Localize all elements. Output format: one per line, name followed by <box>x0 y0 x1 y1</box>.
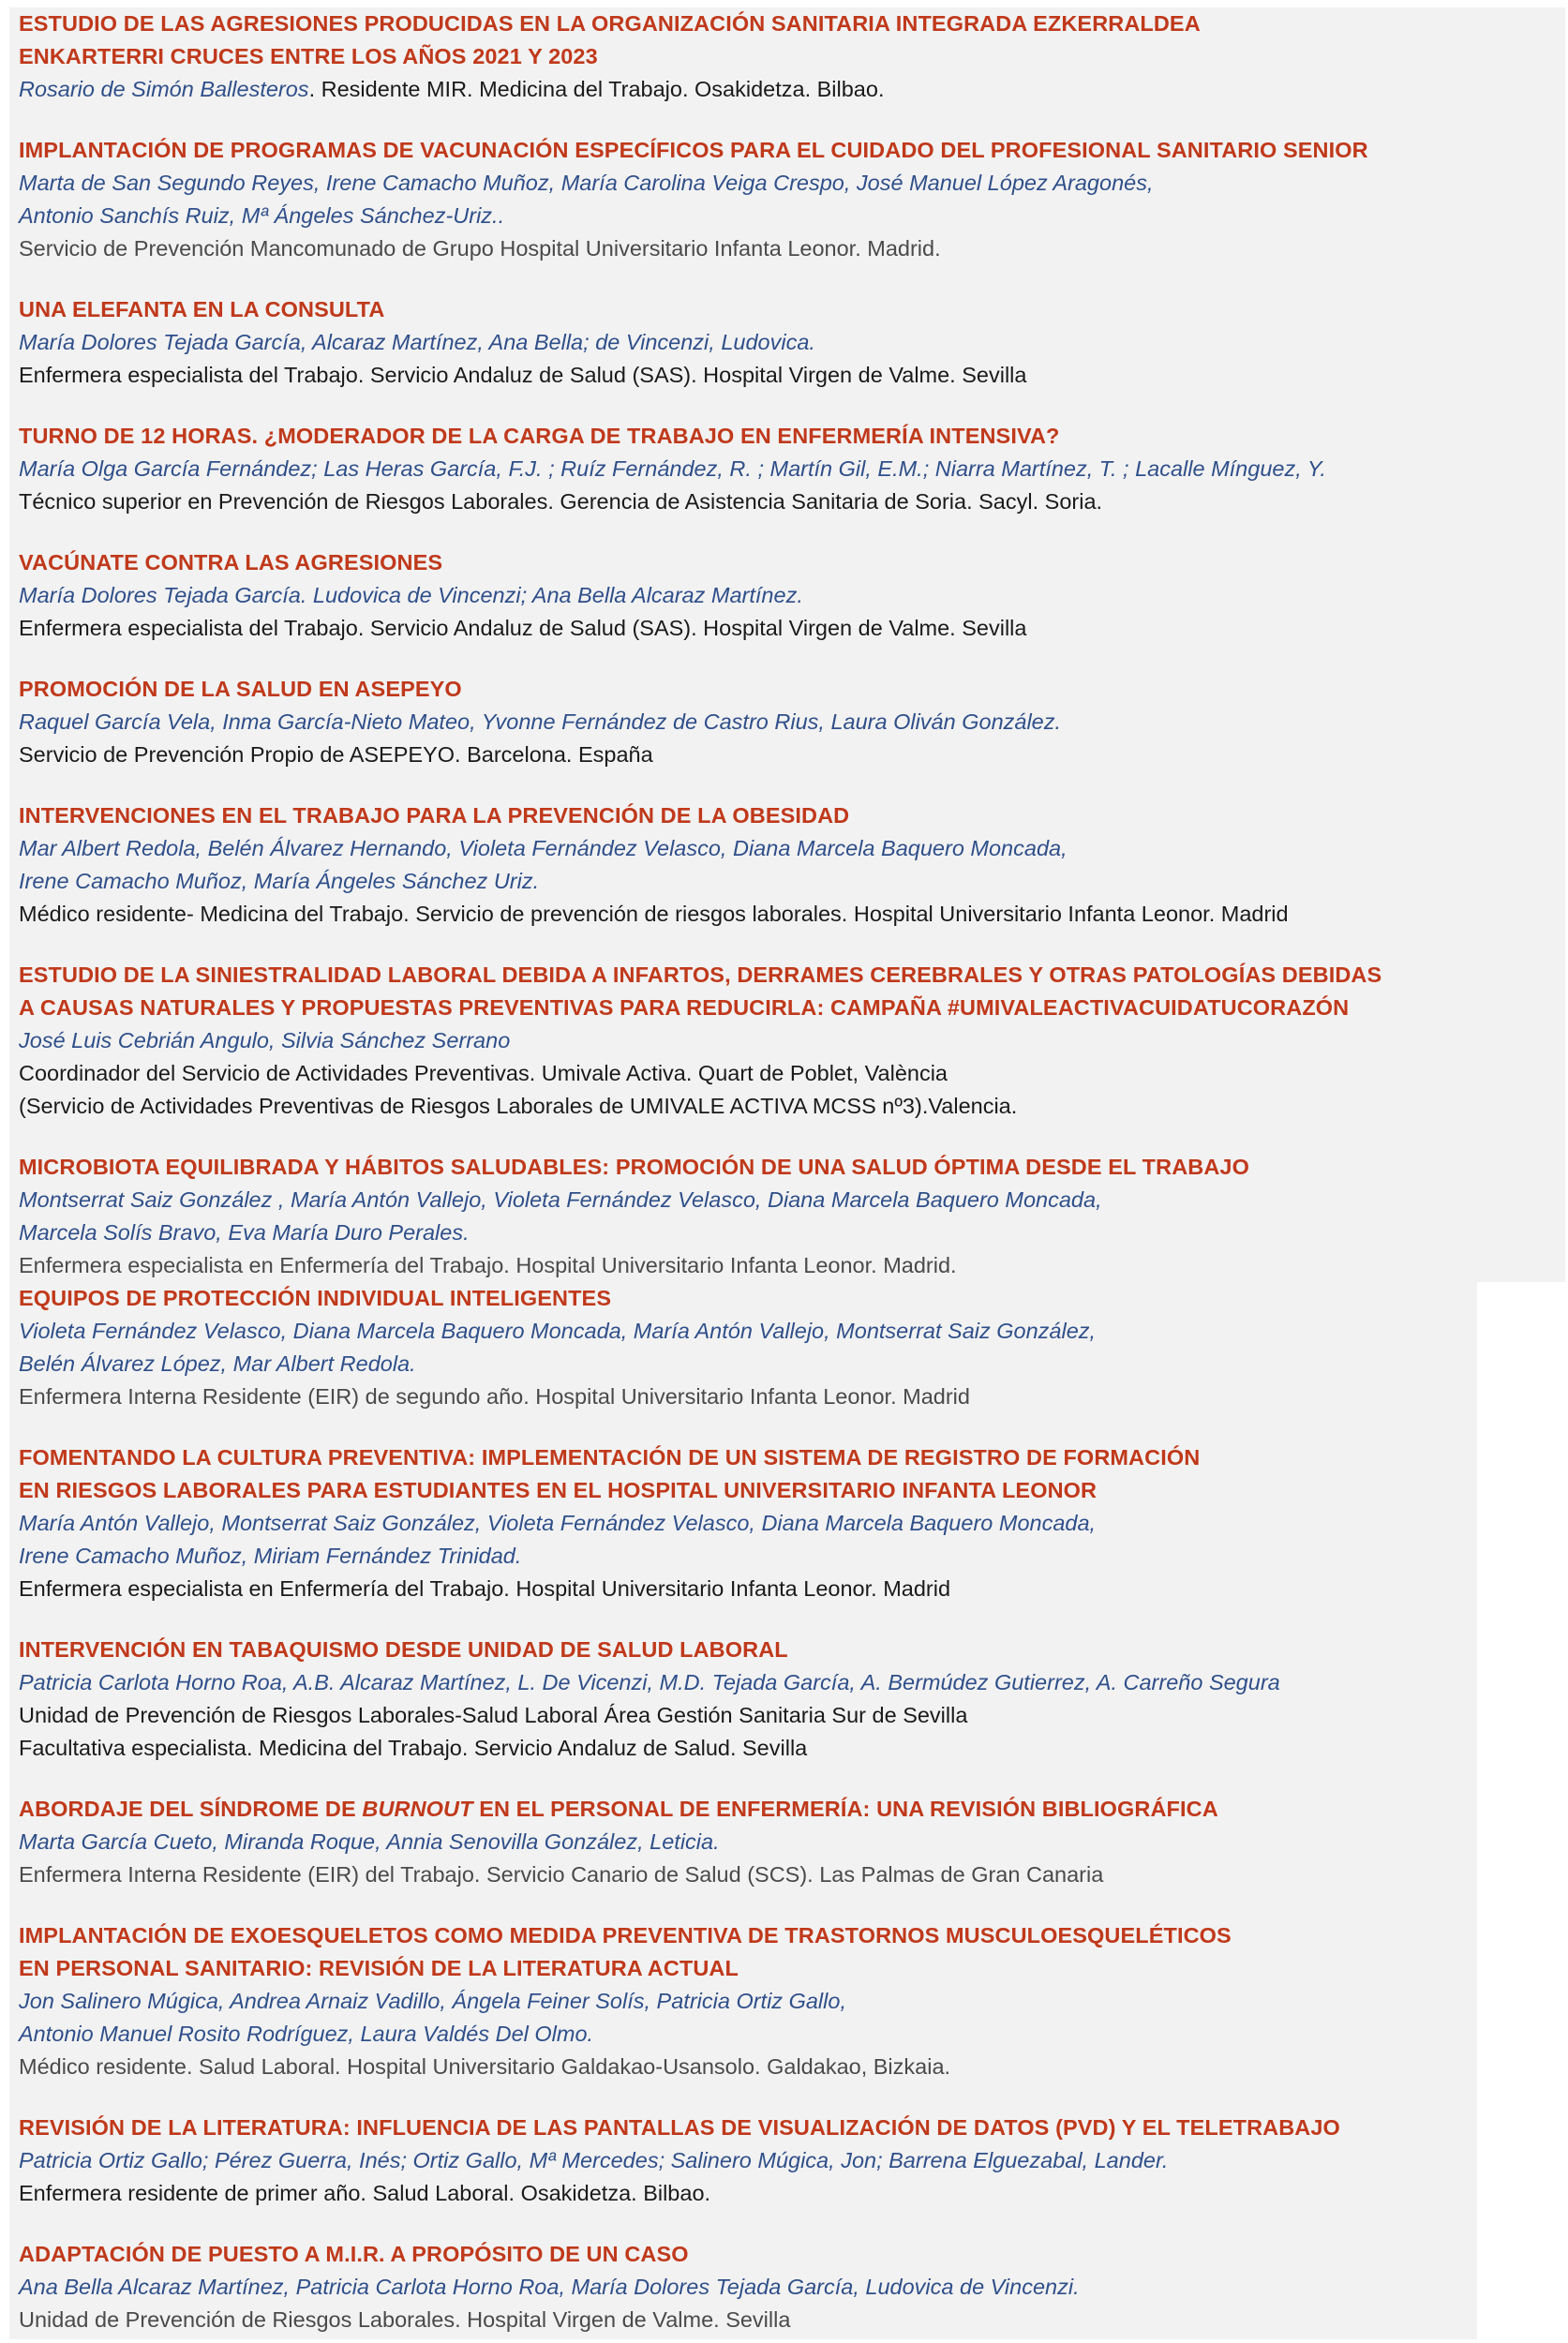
abstract-authors: Raquel García Vela, Inma García-Nieto Mateo, Yvonne Fernández de Castro Rius, Laura Oliván González. <box>19 709 1062 734</box>
abstract-affiliation: Servicio de Prevención Propio de ASEPEYO. Barcelona. España <box>19 742 653 767</box>
abstract-title: IMPLANTACIÓN DE PROGRAMAS DE VACUNACIÓN ESPECÍFICOS PARA EL CUIDADO DEL PROFESIONAL SANITARIO SENIOR <box>19 138 1368 162</box>
abstract-entry <box>19 7 1565 106</box>
abstract-entry <box>19 1441 1477 1605</box>
abstract-authors: Mar Albert Redola, Belén Álvarez Hernando, Violeta Fernández Velasco, Diana Marcela Baquero Moncada, Irene Camacho Muñoz, María Ángeles Sánchez Uriz. <box>19 836 1068 893</box>
abstract-authors: Jon Salinero Múgica, Andrea Arnaiz Vadillo, Ángela Feiner Solís, Patricia Ortiz Gallo, Antonio Manuel Rosito Rodríguez, Laura Valdés Del Olmo. <box>19 1989 846 2046</box>
abstract-entry <box>19 1793 1477 1891</box>
abstract-title: EQUIPOS DE PROTECCIÓN INDIVIDUAL INTELIGENTES <box>19 1286 612 1310</box>
abstract-entry <box>19 134 1565 265</box>
abstract-affiliation: Enfermera residente de primer año. Salud Laboral. Osakidetza. Bilbao. <box>19 2181 711 2205</box>
abstract-affiliation: Unidad de Prevención de Riesgos Laborales. Hospital Virgen de Valme. Sevilla <box>19 2307 791 2332</box>
abstract-title: VACÚNATE CONTRA LAS AGRESIONES <box>19 550 443 575</box>
abstract-authors: Patricia Ortiz Gallo; Pérez Guerra, Inés; Ortiz Gallo, Mª Mercedes; Salinero Múgica, Jon; Barrena Elguezabal, Lander. <box>19 2148 1169 2172</box>
abstract-entry <box>19 546 1565 645</box>
abstract-authors: María Dolores Tejada García. Ludovica de Vincenzi; Ana Bella Alcaraz Martínez. <box>19 583 803 607</box>
abstract-authors: Marta de San Segundo Reyes, Irene Camacho Muñoz, María Carolina Veiga Crespo, José Manuel López Aragonés, Antonio Sanchís Ruiz, Mª Ángeles Sánchez-Uriz.. <box>19 171 1154 228</box>
abstract-entry <box>19 2112 1477 2210</box>
abstract-title: INTERVENCIÓN EN TABAQUISMO DESDE UNIDAD DE SALUD LABORAL <box>19 1637 788 1662</box>
abstract-title: FOMENTANDO LA CULTURA PREVENTIVA: IMPLEMENTACIÓN DE UN SISTEMA DE REGISTRO DE FORMACIÓN EN RIESGOS LABORALES PARA ESTUDIANTES EN EL HOSPITAL UNIVERSITARIO INFANTA LEONOR <box>19 1445 1201 1502</box>
abstract-affiliation: Enfermera especialista del Trabajo. Servicio Andaluz de Salud (SAS). Hospital Virgen de Valme. Sevilla <box>19 363 1027 387</box>
abstract-authors: María Dolores Tejada García, Alcaraz Martínez, Ana Bella; de Vincenzi, Ludovica. <box>19 330 815 354</box>
abstract-entry <box>19 959 1565 1123</box>
abstract-entry <box>19 799 1565 931</box>
abstract-authors: Violeta Fernández Velasco, Diana Marcela Baquero Moncada, María Antón Vallejo, Montserrat Saiz González, Belén Álvarez López, Mar Albert Redola. <box>19 1319 1097 1376</box>
abstract-title: PROMOCIÓN DE LA SALUD EN ASEPEYO <box>19 677 462 701</box>
abstract-authors: María Olga García Fernández; Las Heras García, F.J. ; Ruíz Fernández, R. ; Martín Gil, E.M.; Niarra Martínez, T. ; Lacalle Mínguez, Y. <box>19 456 1326 481</box>
burnout-emphasis: BURNOUT <box>362 1797 473 1821</box>
abstract-affiliation: Enfermera especialista del Trabajo. Servicio Andaluz de Salud (SAS). Hospital Virgen de Valme. Sevilla <box>19 616 1027 640</box>
abstract-affiliation: Enfermera especialista en Enfermería del Trabajo. Hospital Universitario Infanta Leonor. Madrid <box>19 1576 951 1601</box>
abstract-entry <box>19 1634 1477 1765</box>
abstract-authors: María Antón Vallejo, Montserrat Saiz González, Violeta Fernández Velasco, Diana Marcela Baquero Moncada, Irene Camacho Muñoz, Miriam Fernández Trinidad. <box>19 1511 1097 1568</box>
abstract-entry <box>19 1919 1477 2083</box>
abstract-title: IMPLANTACIÓN DE EXOESQUELETOS COMO MEDIDA PREVENTIVA DE TRASTORNOS MUSCULOESQUELÉTICOS EN PERSONAL SANITARIO: REVISIÓN DE LA LITERATURA ACTUAL <box>19 1923 1232 1980</box>
abstract-affiliation: Enfermera Interna Residente (EIR) de segundo año. Hospital Universitario Infanta Leonor. Madrid <box>19 1384 970 1409</box>
abstract-affiliation: Técnico superior en Prevención de Riesgos Laborales. Gerencia de Asistencia Sanitaria de Soria. Sacyl. Soria. <box>19 489 1103 514</box>
abstract-entry <box>19 293 1565 392</box>
abstract-title: ABORDAJE DEL SÍNDROME DE BURNOUT EN EL PERSONAL DE ENFERMERÍA: UNA REVISIÓN BIBLIOGRÁFICA <box>19 1797 1218 1821</box>
abstract-title: ESTUDIO DE LAS AGRESIONES PRODUCIDAS EN LA ORGANIZACIÓN SANITARIA INTEGRADA EZKERRALDEA ENKARTERRI CRUCES ENTRE LOS AÑOS 2021 Y 2023 <box>19 11 1201 68</box>
abstract-affiliation: . Residente MIR. Medicina del Trabajo. Osakidetza. Bilbao. <box>308 77 885 101</box>
abstract-authors: Montserrat Saiz González , María Antón Vallejo, Violeta Fernández Velasco, Diana Marcela Baquero Moncada, Marcela Solís Bravo, Eva María Duro Perales. <box>19 1187 1102 1245</box>
abstract-title: REVISIÓN DE LA LITERATURA: INFLUENCIA DE LAS PANTALLAS DE VISUALIZACIÓN DE DATOS (PVD) Y EL TELETRABAJO <box>19 2115 1340 2140</box>
abstract-affiliation: Médico residente- Medicina del Trabajo. Servicio de prevención de riesgos laborales. Hospital Universitario Infanta Leonor. Madrid <box>19 902 1289 926</box>
abstract-entry <box>19 1282 1477 1413</box>
abstract-authors: Patricia Carlota Horno Roa, A.B. Alcaraz Martínez, L. De Vicenzi, M.D. Tejada García, A. Bermúdez Gutierrez, A. Carreño Segura <box>19 1670 1280 1694</box>
abstract-affiliation: Enfermera especialista en Enfermería del Trabajo. Hospital Universitario Infanta Leonor. Madrid. <box>19 1253 957 1277</box>
abstract-entry <box>19 1151 1565 1282</box>
abstract-title: INTERVENCIONES EN EL TRABAJO PARA LA PREVENCIÓN DE LA OBESIDAD <box>19 803 850 828</box>
abstract-authors: Marta García Cueto, Miranda Roque, Annia Senovilla González, Leticia. <box>19 1829 720 1854</box>
abstract-entry <box>19 673 1565 771</box>
abstract-entry <box>19 420 1565 518</box>
abstract-authors: Rosario de Simón Ballesteros <box>19 77 309 101</box>
abstract-affiliation: Coordinador del Servicio de Actividades Preventivas. Umivale Activa. Quart de Poblet, València (Servicio de Actividades Preventivas de Riesgos Laborales de UMIVALE ACTIVA MCSS nº3).Valencia. <box>19 1061 1018 1118</box>
abstract-title: ADAPTACIÓN DE PUESTO A M.I.R. A PROPÓSITO DE UN CASO <box>19 2242 689 2266</box>
abstract-authors: Ana Bella Alcaraz Martínez, Patricia Carlota Horno Roa, María Dolores Tejada García, Ludovica de Vincenzi. <box>19 2275 1080 2299</box>
abstract-title: MICROBIOTA EQUILIBRADA Y HÁBITOS SALUDABLES: PROMOCIÓN DE UNA SALUD ÓPTIMA DESDE EL TRABAJO <box>19 1155 1249 1179</box>
abstracts-panel-bottom <box>9 1282 1477 2339</box>
abstract-title: ESTUDIO DE LA SINIESTRALIDAD LABORAL DEBIDA A INFARTOS, DERRAMES CEREBRALES Y OTRAS PATOLOGÍAS DEBIDAS A CAUSAS NATURALES Y PROPUESTAS PREVENTIVAS PARA REDUCIRLA: CAMPAÑA #UMIVALEACTIVACUIDATUCORAZÓN <box>19 963 1382 1020</box>
abstract-title: TURNO DE 12 HORAS. ¿MODERADOR DE LA CARGA DE TRABAJO EN ENFERMERÍA INTENSIVA? <box>19 424 1060 448</box>
abstract-title: UNA ELEFANTA EN LA CONSULTA <box>19 297 385 321</box>
abstract-affiliation: Enfermera Interna Residente (EIR) del Trabajo. Servicio Canario de Salud (SCS). Las Palmas de Gran Canaria <box>19 1862 1104 1887</box>
abstract-authors: José Luis Cebrián Angulo, Silvia Sánchez Serrano <box>19 1028 511 1052</box>
abstracts-panel-top <box>9 7 1565 1282</box>
abstract-affiliation: Unidad de Prevención de Riesgos Laborales-Salud Laboral Área Gestión Sanitaria Sur de Sevilla Facultativa especialista. Medicina del Trabajo. Servicio Andaluz de Salud. Sevilla <box>19 1703 968 1760</box>
abstract-affiliation: Médico residente. Salud Laboral. Hospital Universitario Galdakao-Usansolo. Galdakao, Bizkaia. <box>19 2054 951 2079</box>
abstract-affiliation: Servicio de Prevención Mancomunado de Grupo Hospital Universitario Infanta Leonor. Madrid. <box>19 236 941 261</box>
abstract-entry <box>19 2238 1477 2336</box>
